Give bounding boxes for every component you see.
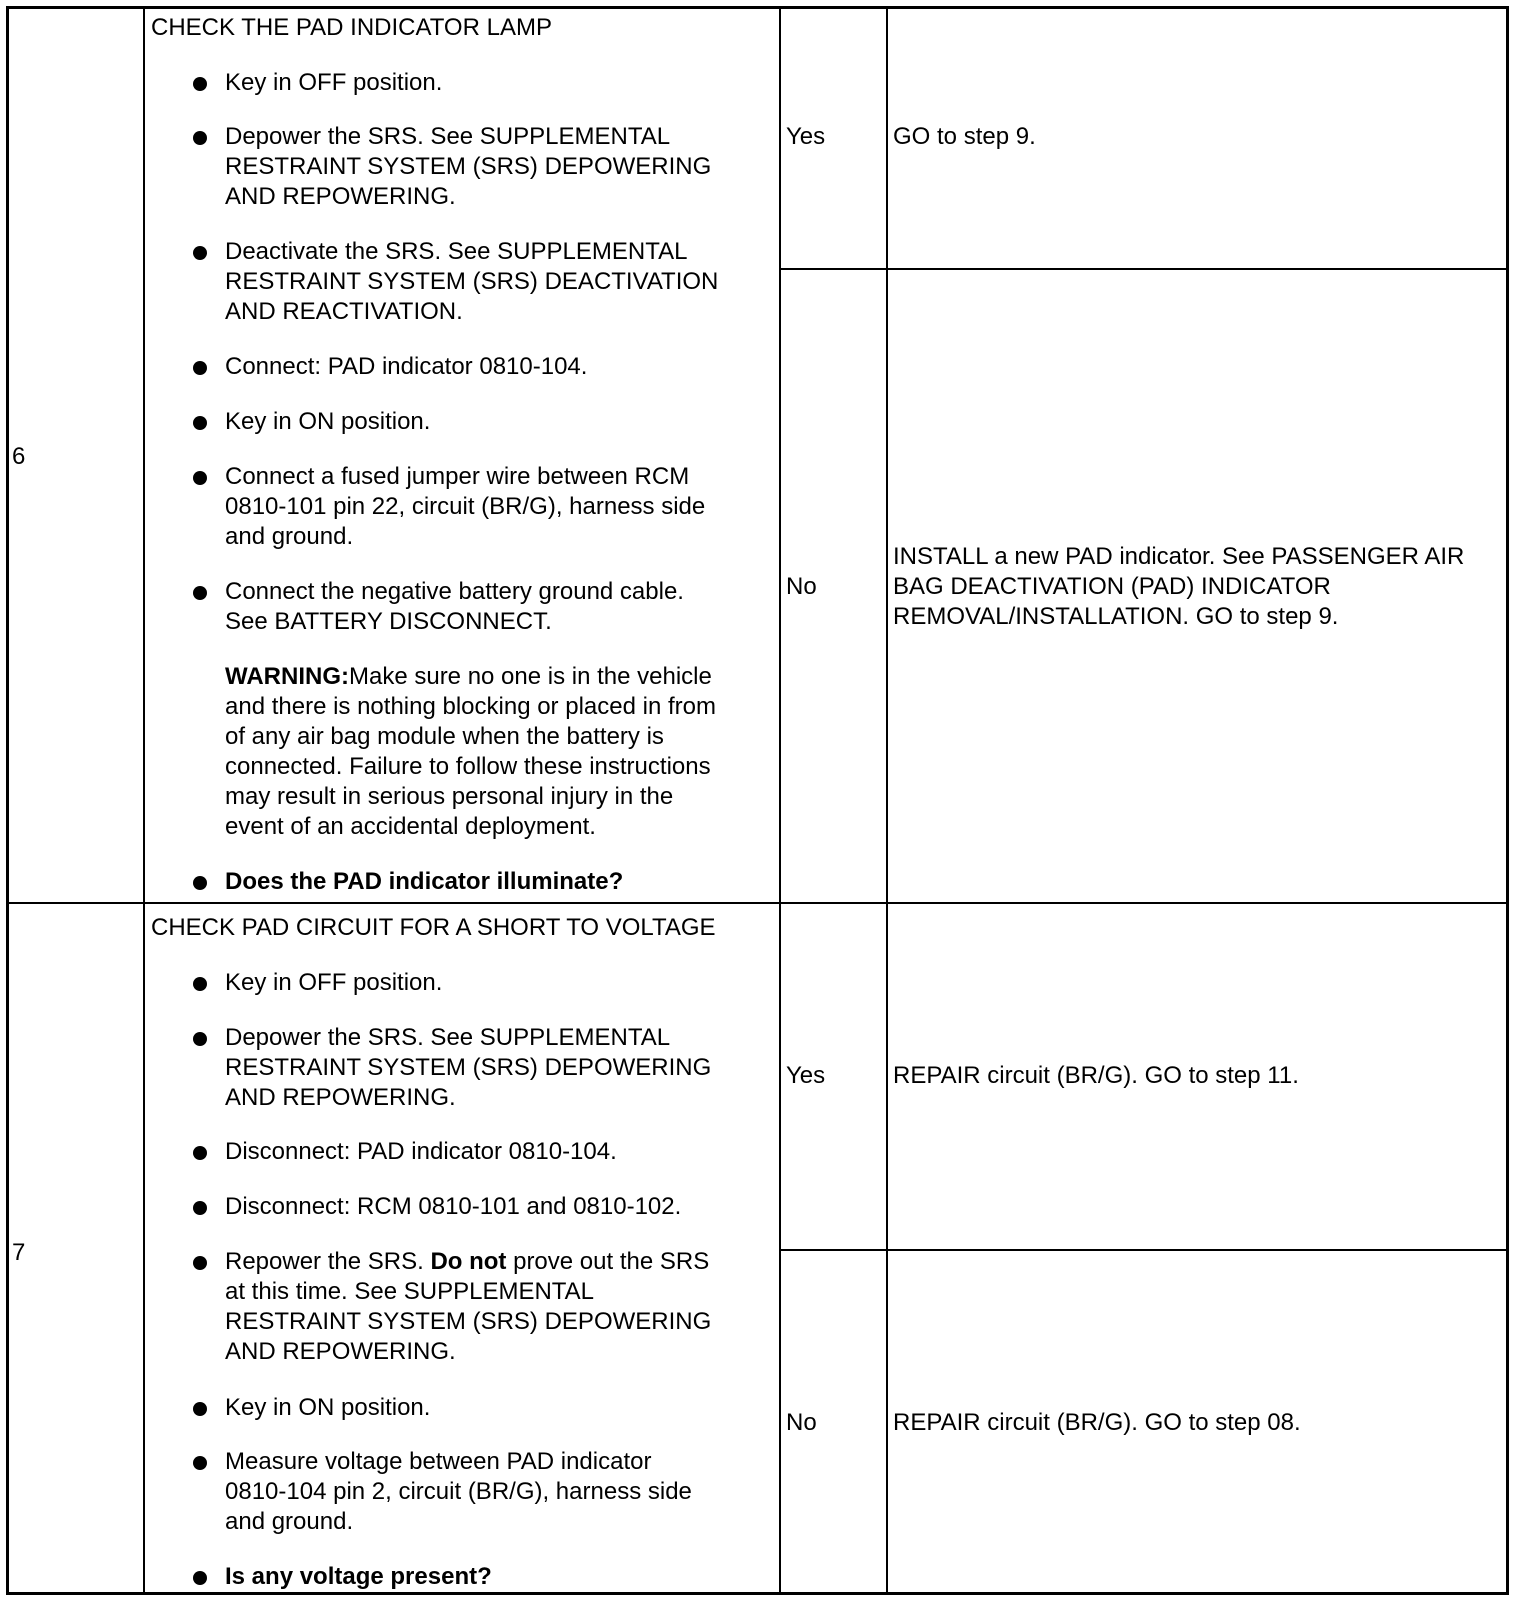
bullet-dot — [193, 876, 207, 890]
answer-no: No — [786, 573, 817, 600]
bullet-dot — [193, 1146, 207, 1160]
bullet-text: Depower the SRS. See SUPPLEMENTAL — [225, 1024, 671, 1051]
bullet-text-pre: Repower the SRS. — [225, 1248, 431, 1275]
bullet-text: and ground. — [225, 523, 354, 550]
bullet-text: AND REPOWERING. — [225, 1338, 456, 1365]
column-divider-answer — [886, 8, 888, 1594]
bullet-text: Disconnect: RCM 0810-101 and 0810-102. — [225, 1193, 682, 1220]
result-text: REPAIR circuit (BR/G). GO to step 08. — [893, 1409, 1301, 1436]
bullet-text: at this time. See SUPPLEMENTAL — [225, 1278, 595, 1305]
bullet-dot — [193, 1402, 207, 1416]
column-divider-number — [143, 8, 145, 1594]
step-number: 6 — [12, 443, 26, 470]
bullet-text: Deactivate the SRS. See SUPPLEMENTAL — [225, 238, 688, 265]
warning-line: of any air bag module when the battery is — [225, 723, 664, 750]
result-text: GO to step 9. — [893, 123, 1036, 150]
bullet-text: 0810-101 pin 22, circuit (BR/G), harness side — [225, 493, 706, 520]
row-divider-step6-step7 — [8, 902, 1508, 904]
bullet-dot — [193, 361, 207, 375]
bullet-text: RESTRAINT SYSTEM (SRS) DEPOWERING — [225, 1308, 712, 1335]
bullet-text-emphasis: Do not — [430, 1248, 507, 1275]
bullet-text: and ground. — [225, 1508, 354, 1535]
step-title: CHECK PAD CIRCUIT FOR A SHORT TO VOLTAGE — [151, 914, 716, 941]
bullet-text: Key in OFF position. — [225, 969, 443, 996]
bullet-text: Connect the negative battery ground cable. — [225, 578, 684, 605]
answer-no: No — [786, 1409, 817, 1436]
bullet-text: Disconnect: PAD indicator 0810-104. — [225, 1138, 617, 1165]
warning-line: may result in serious personal injury in the — [225, 783, 674, 810]
bullet-dot — [193, 1571, 207, 1585]
bullet-text: Depower the SRS. See SUPPLEMENTAL — [225, 123, 671, 150]
bullet-dot — [193, 1201, 207, 1215]
step-question: Is any voltage present? — [225, 1563, 492, 1590]
bullet-text: AND REPOWERING. — [225, 1084, 456, 1111]
result-text: REPAIR circuit (BR/G). GO to step 11. — [893, 1062, 1299, 1089]
bullet-text — [225, 1247, 709, 1277]
column-divider-action — [779, 8, 781, 1594]
bullet-dot — [193, 586, 207, 600]
bullet-text: AND REACTIVATION. — [225, 298, 463, 325]
result-text: REMOVAL/INSTALLATION. GO to step 9. — [893, 603, 1339, 630]
bullet-text: Measure voltage between PAD indicator — [225, 1448, 652, 1475]
warning-text — [225, 662, 712, 692]
answer-yes: Yes — [786, 1062, 826, 1089]
bullet-text: RESTRAINT SYSTEM (SRS) DEPOWERING — [225, 1054, 712, 1081]
bullet-text: 0810-104 pin 2, circuit (BR/G), harness side — [225, 1478, 692, 1505]
step-number: 7 — [12, 1239, 26, 1266]
bullet-text: Connect: PAD indicator 0810-104. — [225, 353, 588, 380]
bullet-text-post: prove out the SRS — [506, 1248, 710, 1275]
bullet-dot — [193, 1032, 207, 1046]
warning-line: event of an accidental deployment. — [225, 813, 596, 840]
bullet-dot — [193, 246, 207, 260]
bullet-dot — [193, 416, 207, 430]
row-divider-step6-yes-no — [780, 268, 1508, 270]
step-question: Does the PAD indicator illuminate? — [225, 868, 624, 895]
bullet-dot — [193, 1456, 207, 1470]
row-divider-step7-yes-no — [780, 1249, 1508, 1251]
bullet-text: AND REPOWERING. — [225, 183, 456, 210]
bullet-text: See BATTERY DISCONNECT. — [225, 608, 552, 635]
bullet-dot — [193, 1256, 207, 1270]
bullet-dot — [193, 131, 207, 145]
answer-yes: Yes — [786, 123, 826, 150]
bullet-text: Key in ON position. — [225, 408, 431, 435]
bullet-dot — [193, 471, 207, 485]
warning-line: Make sure no one is in the vehicle — [348, 663, 712, 690]
warning-line: connected. Failure to follow these instructions — [225, 753, 711, 780]
bullet-text: RESTRAINT SYSTEM (SRS) DEACTIVATION — [225, 268, 719, 295]
step-title: CHECK THE PAD INDICATOR LAMP — [151, 14, 552, 41]
bullet-text: Connect a fused jumper wire between RCM — [225, 463, 690, 490]
bullet-text: RESTRAINT SYSTEM (SRS) DEPOWERING — [225, 153, 712, 180]
bullet-dot — [193, 77, 207, 91]
result-text: BAG DEACTIVATION (PAD) INDICATOR — [893, 573, 1331, 600]
bullet-text: Key in OFF position. — [225, 69, 443, 96]
bullet-text: Key in ON position. — [225, 1394, 431, 1421]
warning-line: and there is nothing blocking or placed in from — [225, 693, 716, 720]
bullet-dot — [193, 977, 207, 991]
warning-label: WARNING: — [225, 663, 349, 690]
result-text: INSTALL a new PAD indicator. See PASSENGER AIR — [893, 543, 1465, 570]
